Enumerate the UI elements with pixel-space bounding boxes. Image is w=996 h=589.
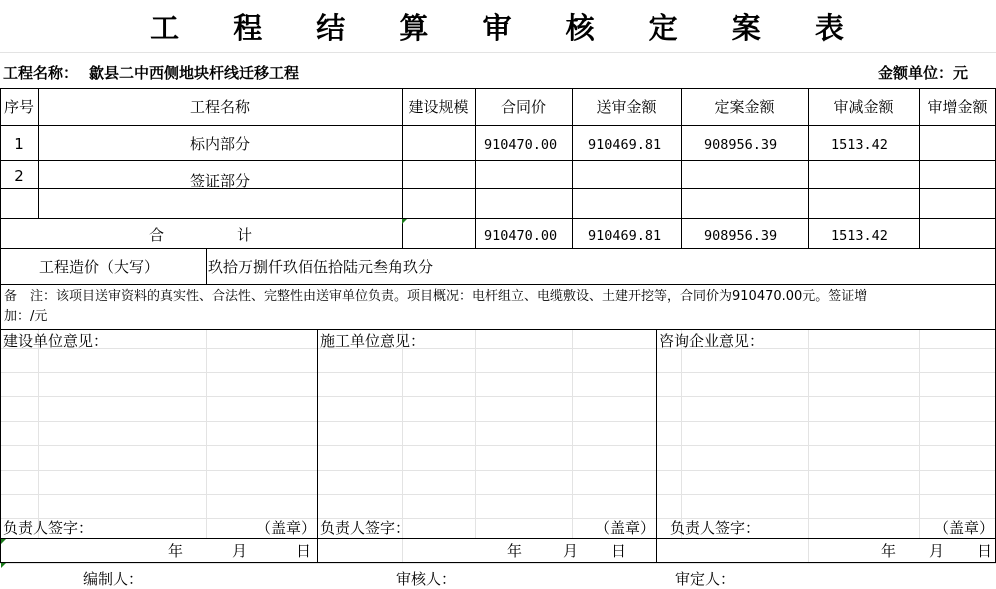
total-label-1: 合 bbox=[149, 226, 165, 244]
row-final: 908956.39 bbox=[704, 137, 778, 153]
consultant-sign-label: 负责人签字： bbox=[670, 519, 761, 537]
builder-date-day: 日 bbox=[296, 542, 312, 560]
remark-line-1: 备 注：该项目送审资料的真实性、合法性、完整性由送审单位负责。项目概况：电杆组立、电缆敷设、土建开挖等，合同价为910470.00元。签证增 bbox=[4, 289, 868, 304]
contractor-seal-label: （盖章） bbox=[595, 519, 656, 537]
header-increased: 审增金额 bbox=[927, 98, 988, 116]
total-contract: 910470.00 bbox=[484, 228, 558, 244]
cell-note-marker bbox=[402, 219, 407, 224]
header-scale: 建设规模 bbox=[408, 98, 469, 116]
builder-date-year: 年 bbox=[168, 542, 184, 560]
builder-seal-label: （盖章） bbox=[256, 519, 317, 537]
cost-label: 工程造价（大写） bbox=[39, 258, 160, 276]
contractor-opinion-label: 施工单位意见： bbox=[320, 332, 426, 350]
header-reduced: 审减金额 bbox=[833, 98, 894, 116]
contractor-date-year: 年 bbox=[507, 542, 523, 560]
header-contract: 合同价 bbox=[500, 98, 546, 116]
contractor-date-day: 日 bbox=[611, 542, 627, 560]
total-label-2: 计 bbox=[237, 226, 253, 244]
row-name: 标内部分 bbox=[189, 135, 250, 153]
consultant-date-month: 月 bbox=[929, 542, 945, 560]
row-contract: 910470.00 bbox=[484, 137, 558, 153]
builder-opinion-label: 建设单位意见： bbox=[3, 332, 109, 350]
reviewer-label: 审核人： bbox=[396, 570, 457, 588]
remark-line-2: 加：/元 bbox=[4, 309, 48, 324]
project-name-value: 歙县二中西侧地块杆线迁移工程 bbox=[89, 64, 300, 82]
total-final: 908956.39 bbox=[704, 228, 778, 244]
row-reduced: 1513.42 bbox=[831, 137, 888, 153]
row-no: 1 bbox=[14, 135, 24, 153]
contractor-date-month: 月 bbox=[563, 542, 579, 560]
total-submitted: 910469.81 bbox=[588, 228, 662, 244]
project-name-label: 工程名称： bbox=[3, 64, 79, 82]
row-submitted: 910469.81 bbox=[588, 137, 662, 153]
row-no: 2 bbox=[14, 167, 24, 185]
consultant-date-year: 年 bbox=[881, 542, 897, 560]
header-project-name: 工程名称 bbox=[189, 98, 250, 116]
amount-unit-label: 金额单位：元 bbox=[877, 64, 968, 82]
contractor-sign-label: 负责人签字： bbox=[320, 519, 411, 537]
total-reduced: 1513.42 bbox=[831, 228, 888, 244]
consultant-date-day: 日 bbox=[977, 542, 993, 560]
header-no: 序号 bbox=[3, 98, 34, 116]
compiler-label: 编制人： bbox=[83, 570, 144, 588]
builder-sign-label: 负责人签字： bbox=[3, 519, 94, 537]
cost-value: 玖拾万捌仟玖佰伍拾陆元叁角玖分 bbox=[208, 258, 434, 276]
builder-date-month: 月 bbox=[232, 542, 248, 560]
approver-label: 审定人： bbox=[675, 570, 736, 588]
header-submitted: 送审金额 bbox=[596, 98, 657, 116]
page-title: 工 程 结 算 审 核 定 案 表 bbox=[150, 11, 866, 45]
consultant-seal-label: （盖章） bbox=[934, 519, 995, 537]
header-final: 定案金额 bbox=[714, 98, 775, 116]
cell-note-marker bbox=[1, 563, 6, 568]
row-name: 签证部分 bbox=[189, 172, 250, 190]
cell-note-marker bbox=[1, 539, 6, 544]
consultant-opinion-label: 咨询企业意见： bbox=[659, 332, 765, 350]
